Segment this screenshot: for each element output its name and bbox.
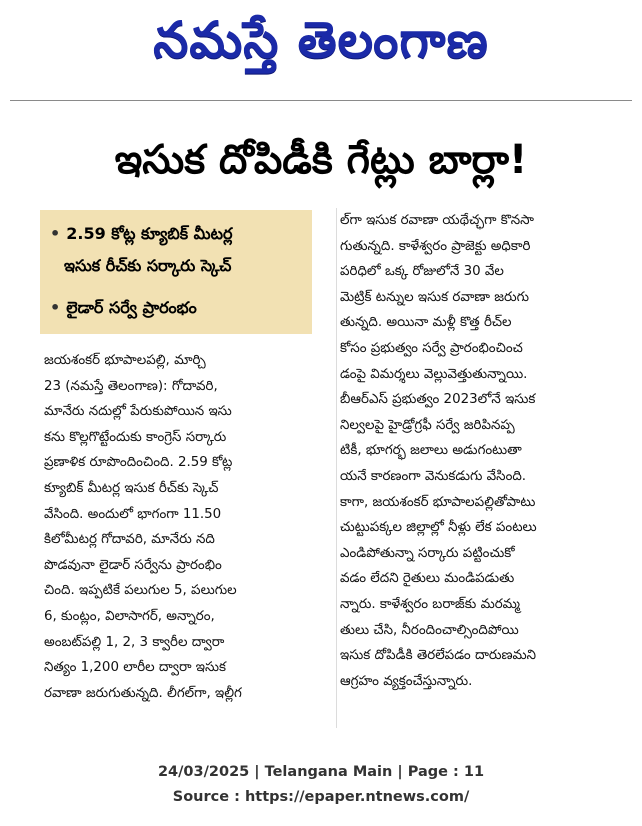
headline [10,130,632,190]
bullet-item [50,222,232,246]
article-line: టికీ, భూగర్భ జలాలు అడుగంటుతా [340,443,522,459]
column-divider [336,208,337,728]
article-line: మానేరు నదుల్లో పేరుకుపోయిన ఇసు [44,404,232,420]
article-line: ఇసుక దోపిడీకి తెరలేపడం దారుణమని [340,648,537,664]
article-column-left [44,348,334,706]
article-line: పరిధిలో ఒక్క రోజులోనే 30 వేల [340,264,504,280]
article-line: కను కొల్లగొట్టేందుకు కాంగ్రెస్ సర్కారు [44,429,227,445]
bullet-item-continued [64,254,231,278]
article-column-right [340,208,630,694]
article-line: తున్నది. అయినా మళ్లీ కొత్త రీచ్‌ల [340,315,512,331]
footer-source-line: Source : https://epaper.ntnews.com/ [172,789,470,805]
article-line: 6, కుంట్లం, విలాసాగర్, అన్నారం, [44,608,215,624]
article-line: ఎండిపోతున్నా సర్కారు పట్టించుకో [340,545,515,561]
bullet-item [50,296,197,320]
article-line: చింది. ఇప్పటికే పలుగుల 5, పలుగుల [44,583,237,599]
article-line: నిత్యం 1,200 లారీల ద్వారా ఇసుక [44,660,227,676]
article-line: 23 (నమస్తే తెలంగాణ): గోదావరి, [44,378,218,394]
article-line: గుతున్నది. కాళేశ్వరం ప్రాజెక్టు అధికారి [340,238,531,254]
bullet-dot-icon: • [50,298,61,317]
masthead-title: నమస్తే తెలంగాణ [153,11,489,69]
article-line: యనే కారణంగా వెనుకడుగు వేసింది. [340,468,527,484]
article-line: న్నారు. కాళేశ్వరం బరాజ్‌కు మరమ్మ [340,596,520,612]
article-line: రవాణా జరుగుతున్నది. లీగల్‌గా, ఇల్లీగ [44,685,242,701]
masthead-divider [10,100,632,101]
article-line: మెట్రిక్ టన్నుల ఇసుక రవాణా జరుగు [340,289,530,305]
article-line: తులు చేసి, నీరందించాల్సిందిపోయి [340,622,519,638]
article-line: ప్రణాళిక రూపొందించింది. 2.59 కోట్ల [44,455,233,471]
article-line: జయశంకర్ భూపాలపల్లి, మార్చి [44,353,206,368]
article-line: కోసం ప్రభుత్వం సర్వే ప్రారంభించించ [340,340,523,356]
article-line: క్యూబిక్ మీటర్ల ఇసుక రీచ్‌కు స్కెచ్ [44,480,219,496]
article-line: డంపై విమర్శలు వెల్లువెత్తుతున్నాయి. [340,366,528,382]
bullet-dot-icon: • [50,224,61,243]
headline-text: ఇసుక దోపిడీకి గేట్లు బార్లా! [114,137,528,183]
article-line: చుట్టుపక్కల జిల్లాల్లో నీళ్లు లేక పంటలు [340,520,537,536]
footer-date-line: 24/03/2025 | Telangana Main | Page : 11 [157,764,485,780]
article-line: కాగా, జయశంకర్ భూపాలపల్లితోపాటు [340,494,536,510]
article-line: ఆగ్రహం వ్యక్తంచేస్తున్నారు. [340,673,473,689]
bullet-text: ఇసుక రీచ్‌కు సర్కారు స్కెచ్ [64,256,232,275]
masthead [0,0,642,80]
bullet-text: లైడార్ సర్వే ప్రారంభం [66,298,197,317]
article-line: వడం లేదని రైతులు మండిపడుతు [340,571,515,587]
bullet-text: 2.59 కోట్ల క్యూబిక్ మీటర్ల [66,224,233,243]
highlight-box [40,210,312,334]
article-line: వేసింది. అందులో భాగంగా 11.50 [44,506,222,522]
article-line: అంబట్‌పల్లి 1, 2, 3 క్వారీల ద్వారా [44,634,225,650]
article-line: బీఆర్ఎస్ ప్రభుత్వం 2023లోనే ఇసుక [340,392,536,408]
article-line: ల్‌గా ఇసుక రవాణా యథేచ్ఛగా కొనసా [340,213,534,228]
article-line: నిల్వలపై హైడ్రోగ్రఫీ సర్వే జరిపినప్ప [340,417,515,433]
article-line: కిలోమీటర్ల గోదావరి, మానేరు నది [44,532,215,548]
article-line: పొడవునా లైడార్ సర్వేను ప్రారంభిం [44,557,222,573]
